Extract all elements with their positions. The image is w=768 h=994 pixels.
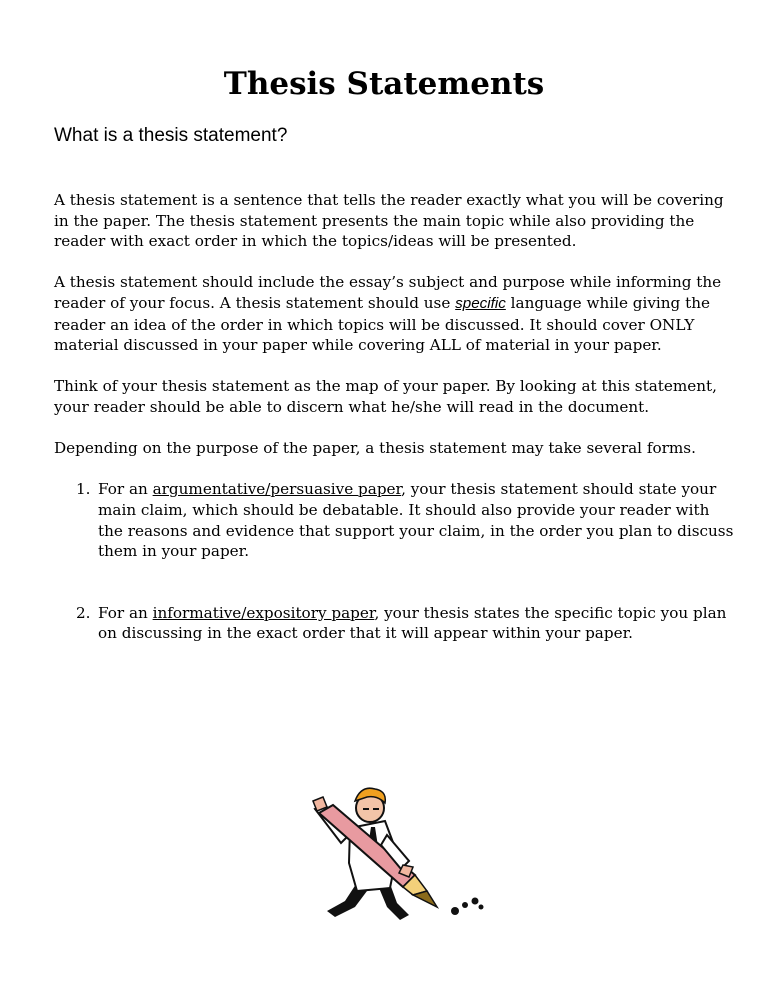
list-item — [54, 479, 734, 561]
list-item — [54, 603, 734, 644]
document-body — [54, 190, 734, 685]
list-item-intro: For an — [98, 603, 153, 622]
page-title: Thesis Statements — [223, 66, 545, 102]
list-item-intro: For an — [98, 480, 153, 499]
paragraph-forms: Depending on the purpose of the paper, a thesis statement may take several forms. — [54, 439, 696, 458]
paragraph-map: Think of your thesis statement as the map of your paper. By looking at this statement, your reader should be able to discern what he/she will read in the document. — [54, 377, 717, 416]
paragraph-contents-start: A thesis statement should include the essay’s subject and purpose while informing the reader of your focus. A thesis statement should use — [54, 273, 722, 312]
paragraph-contents-end: language while giving the reader an idea of the order in which topics will be discussed. It should cover ONLY material discussed in your paper while covering ALL of material in your paper. — [54, 293, 710, 355]
paragraph-definition: A thesis statement is a sentence that tells the reader exactly what you will be covering in the paper. The thesis statement presents the main topic while also providing the reader with exact order in which the topics/ideas will be presented. — [54, 191, 724, 251]
list-item-text: , your thesis statement should state your main claim, which should be debatable. It should also provide your reader with the reasons and evidence that support your claim, in the order you plan to discuss them in your paper. — [98, 480, 734, 561]
paragraph-contents — [54, 272, 734, 355]
forms-list — [54, 479, 734, 644]
informative-paper-link[interactable]: informative/expository paper — [152, 603, 375, 622]
man-writing-with-pen-icon — [305, 783, 490, 925]
list-item-text: , your thesis states the specific topic you plan on discussing in the exact order that it will appear within your paper. — [98, 603, 727, 643]
list-number: 2. — [76, 603, 91, 622]
section-subtitle: What is a thesis statement? — [54, 125, 288, 146]
emphasis-specific: specific — [455, 294, 506, 312]
list-number: 1. — [76, 480, 91, 499]
argumentative-paper-link[interactable]: argumentative/persuasive paper — [152, 480, 402, 499]
